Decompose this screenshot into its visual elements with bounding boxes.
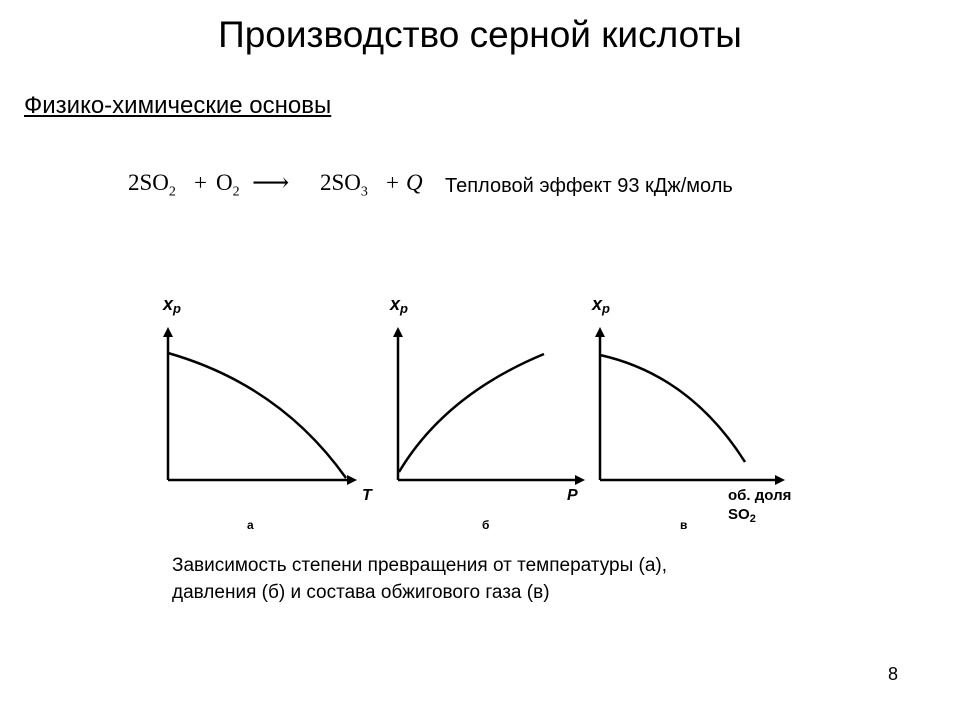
- reactant-so2-subscript: 2: [168, 184, 176, 200]
- slide-subtitle: Физико-химические основы: [24, 92, 332, 119]
- graph-b-xlabel: P: [567, 487, 578, 504]
- graph-b: [398, 332, 580, 480]
- graph-c-xlabel-line2-subscript: 2: [749, 513, 756, 525]
- caption-line-1: Зависимость степени превращения от температуры (а),: [172, 555, 668, 576]
- heat-effect: Тепловой эффект 93 кДж/моль: [445, 175, 733, 197]
- graph-b-ylabel-subscript: p: [400, 301, 408, 316]
- graph-a-ylabel-subscript: p: [173, 301, 181, 316]
- graph-c-ylabel-text: x: [592, 294, 603, 314]
- page-number: 8: [888, 664, 899, 684]
- reactant-o2-subscript: 2: [232, 184, 240, 200]
- graph-c-xlabel-line1: об. доля: [728, 487, 792, 504]
- graph-c-xlabel-line2-text: SO: [728, 506, 750, 523]
- product-so3-text: 2SO: [320, 170, 361, 195]
- graph-a-panel-label: а: [247, 518, 254, 532]
- plus-sign-1: +: [194, 170, 207, 195]
- graph-a-ylabel: [163, 294, 181, 315]
- graph-c-ylabel: [592, 294, 610, 315]
- graph-c-panel-label: в: [680, 518, 688, 532]
- graph-b-curve: [399, 354, 544, 472]
- graph-a-curve: [168, 353, 346, 478]
- graph-a: [168, 332, 352, 480]
- plus-sign-2: +: [386, 170, 399, 195]
- graph-c-curve: [600, 355, 745, 462]
- graph-c: [600, 332, 780, 480]
- graph-c-xlabel: [728, 486, 791, 526]
- caption-line-2: давления (б) и состава обжигового газа (в): [172, 582, 550, 603]
- product-so3-subscript: 3: [360, 184, 368, 200]
- graph-c-xlabel-line2: [728, 505, 791, 526]
- figure-caption: [172, 552, 667, 606]
- slide-title: Производство серной кислоты: [218, 14, 742, 55]
- graph-b-panel-label: б: [482, 518, 490, 532]
- heat-q: Q: [406, 170, 423, 195]
- graph-a-xlabel: T: [362, 487, 372, 504]
- reactant-so2-text: 2SO: [128, 170, 169, 195]
- reactant-o2-text: O: [216, 170, 233, 195]
- arrow-icon: ⟶: [252, 168, 290, 197]
- graph-b-ylabel: [390, 294, 408, 315]
- graph-a-ylabel-text: x: [163, 294, 174, 314]
- graph-c-ylabel-subscript: p: [602, 301, 610, 316]
- graph-b-ylabel-text: x: [390, 294, 401, 314]
